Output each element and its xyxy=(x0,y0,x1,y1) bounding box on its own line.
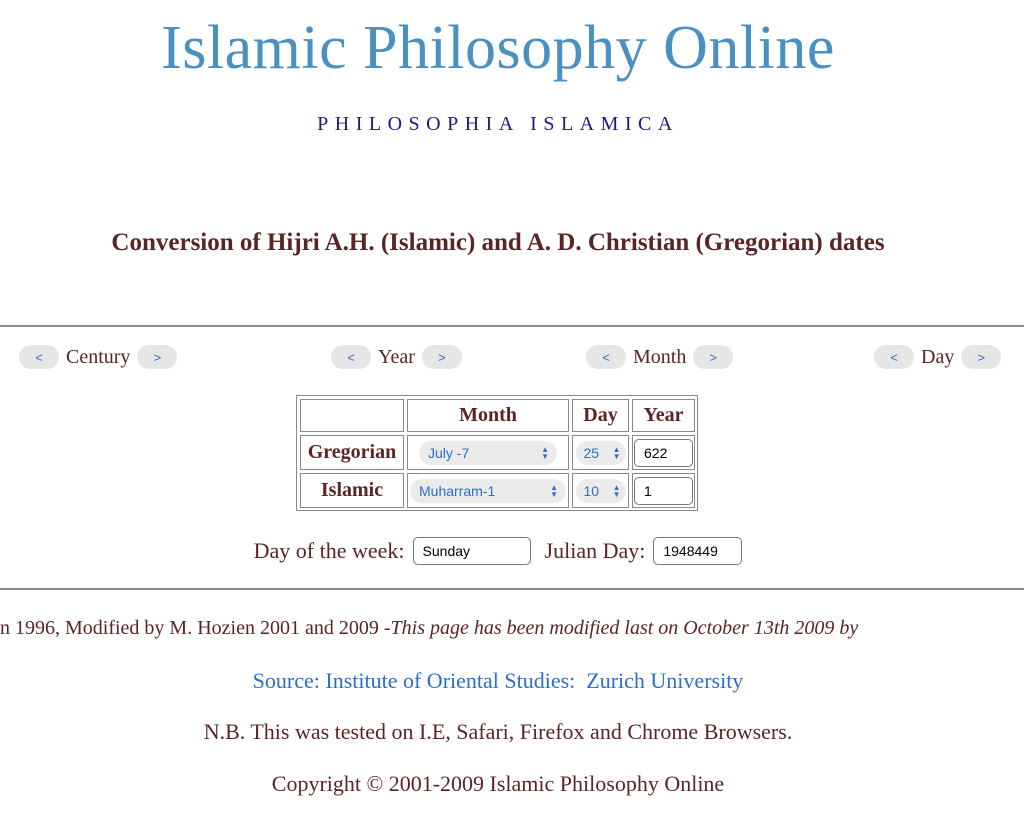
browser-note: N.B. This was tested on I.E, Safari, Firefox and Chrome Browsers. xyxy=(203,719,793,744)
islamic-month-select[interactable] xyxy=(410,479,566,503)
day-of-week-field[interactable]: Sunday xyxy=(413,537,531,565)
gregorian-month-cell xyxy=(407,435,569,470)
islamic-month-cell xyxy=(407,473,569,508)
islamic-year-input[interactable]: 1 xyxy=(634,477,693,505)
century-label: Century xyxy=(66,345,131,368)
julian-day-label: Julian Day: xyxy=(544,538,646,563)
conversion-table xyxy=(296,395,698,511)
gregorian-row-label: Gregorian xyxy=(300,435,404,470)
site-subtitle: PHILOSOPHIA ISLAMICA xyxy=(317,113,679,135)
gregorian-year-input[interactable]: 622 xyxy=(634,439,693,467)
day-nav xyxy=(874,343,1001,371)
gregorian-day-value: 25 xyxy=(583,444,600,461)
source-institute-link[interactable]: Source: Institute of Oriental Studies: xyxy=(252,668,576,693)
month-label: Month xyxy=(633,345,687,368)
month-prev-button[interactable]: < xyxy=(586,345,626,369)
header-month: Month xyxy=(407,399,569,432)
century-prev-button[interactable]: < xyxy=(19,345,59,369)
copyright: Copyright © 2001-2009 Islamic Philosophy Online xyxy=(271,771,725,796)
bottom-divider xyxy=(0,588,1024,590)
century-nav xyxy=(19,343,177,371)
source-zurich-link[interactable]: Zurich University xyxy=(586,668,744,693)
select-chevron-icon: ▲ ▼ xyxy=(612,482,621,499)
day-info-row xyxy=(0,537,996,565)
gregorian-year-cell xyxy=(632,435,695,470)
credit-text: n 1996, Modified by M. Hozien 2001 and 2009 - xyxy=(0,617,391,639)
site-logo-title[interactable]: Islamic Philosophy Online xyxy=(161,14,835,82)
select-chevron-icon: ▲ ▼ xyxy=(550,482,558,499)
islamic-month-value: Muharram-1 xyxy=(419,482,496,499)
source-line xyxy=(0,668,996,694)
modified-note: This page has been modified last on October 13th 2009 by xyxy=(390,617,859,639)
islamic-row-label: Islamic xyxy=(300,473,404,508)
header-empty-cell xyxy=(300,399,404,432)
day-label: Day xyxy=(921,345,955,368)
julian-day-field[interactable]: 1948449 xyxy=(653,537,742,565)
gregorian-month-value: July -7 xyxy=(428,444,470,461)
islamic-day-cell xyxy=(572,473,629,508)
gregorian-day-select[interactable] xyxy=(576,441,626,465)
month-nav xyxy=(586,343,733,371)
century-next-button[interactable]: > xyxy=(137,345,177,369)
year-nav xyxy=(331,343,462,371)
top-divider xyxy=(0,325,1024,327)
select-chevron-icon: ▲ ▼ xyxy=(612,444,621,461)
gregorian-month-select[interactable] xyxy=(419,441,557,465)
day-next-button[interactable]: > xyxy=(961,345,1001,369)
page-heading: Conversion of Hijri A.H. (Islamic) and A. D. Christian (Gregorian) dates xyxy=(111,229,885,256)
credit-line xyxy=(0,617,858,640)
gregorian-day-cell xyxy=(572,435,629,470)
year-next-button[interactable]: > xyxy=(422,345,462,369)
header-day: Day xyxy=(572,399,629,432)
year-prev-button[interactable]: < xyxy=(331,345,371,369)
islamic-day-value: 10 xyxy=(583,482,600,499)
islamic-year-cell xyxy=(632,473,695,508)
day-of-week-label: Day of the week: xyxy=(253,538,405,563)
year-label: Year xyxy=(378,345,415,368)
day-prev-button[interactable]: < xyxy=(874,345,914,369)
header-year: Year xyxy=(632,399,695,432)
select-chevron-icon: ▲ ▼ xyxy=(541,444,549,461)
islamic-day-select[interactable] xyxy=(576,479,626,503)
month-next-button[interactable]: > xyxy=(693,345,733,369)
